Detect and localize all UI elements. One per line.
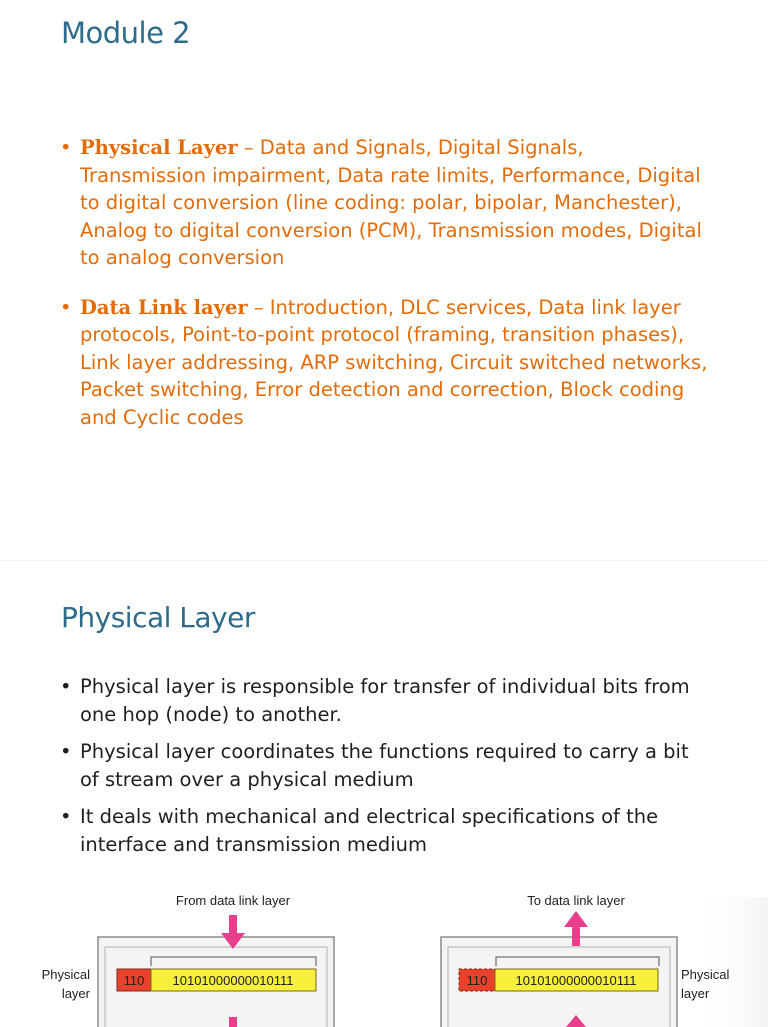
topic-item-physical-layer	[60, 134, 710, 272]
receiver-panel	[441, 893, 768, 1027]
up-arrow-icon	[564, 911, 588, 927]
diagram-caption: From data link layer	[175, 893, 291, 908]
topic-text: – Introduction, DLC services, Data link layer protocols, Point-to-point protocol (framing, transition phases), Link layer addressing, ARP switching, Circuit switched networks, Packet switching, Error detection and correction, Block coding and Cyclic codes	[80, 295, 708, 429]
panel-shade	[690, 897, 768, 1027]
topic-lead: Data Link layer	[80, 295, 248, 319]
physical-layer-diagram	[0, 877, 768, 1027]
side-label: layer	[681, 986, 710, 1001]
down-arrow-tail-icon	[229, 1017, 237, 1027]
side-label: layer	[61, 986, 90, 1001]
bullet-list	[60, 673, 710, 868]
bullet-item: • Physical layer is responsible for transfer of individual bits from one hop (node) to another.	[60, 673, 710, 728]
sender-panel	[42, 893, 334, 1027]
side-label: Physical	[41, 967, 90, 982]
topic-list	[60, 134, 710, 453]
up-arrow-shaft-icon	[572, 926, 580, 946]
topic-text: – Data and Signals, Digital Signals, Transmission impairment, Data rate limits, Performance, Digital to digital conversion (line coding: polar, bipolar, Manchester), Analog to digital conversion (PCM), Transmission modes, Digital to analog conversion	[80, 136, 702, 269]
slide-physical-layer	[0, 560, 768, 1025]
slide-title: Physical Layer	[61, 601, 255, 634]
slide-title: Module 2	[61, 16, 191, 50]
topic-item-data-link-layer	[60, 294, 710, 432]
bullet-item: • Physical layer coordinates the functions required to carry a bit of stream over a physical medium	[60, 738, 710, 793]
bullet-item: • It deals with mechanical and electrical specifications of the interface and transmission medium	[60, 803, 710, 858]
data-bits-text: 10101000000010111	[515, 973, 637, 988]
header-bits-text: 110	[466, 973, 488, 988]
diagram-caption: To data link layer	[527, 893, 625, 908]
header-bits-text: 110	[123, 973, 145, 988]
side-label: Physical	[681, 967, 730, 982]
data-bits-text: 10101000000010111	[172, 973, 294, 988]
topic-lead: Physical Layer	[80, 136, 238, 159]
down-arrow-icon	[229, 915, 237, 935]
